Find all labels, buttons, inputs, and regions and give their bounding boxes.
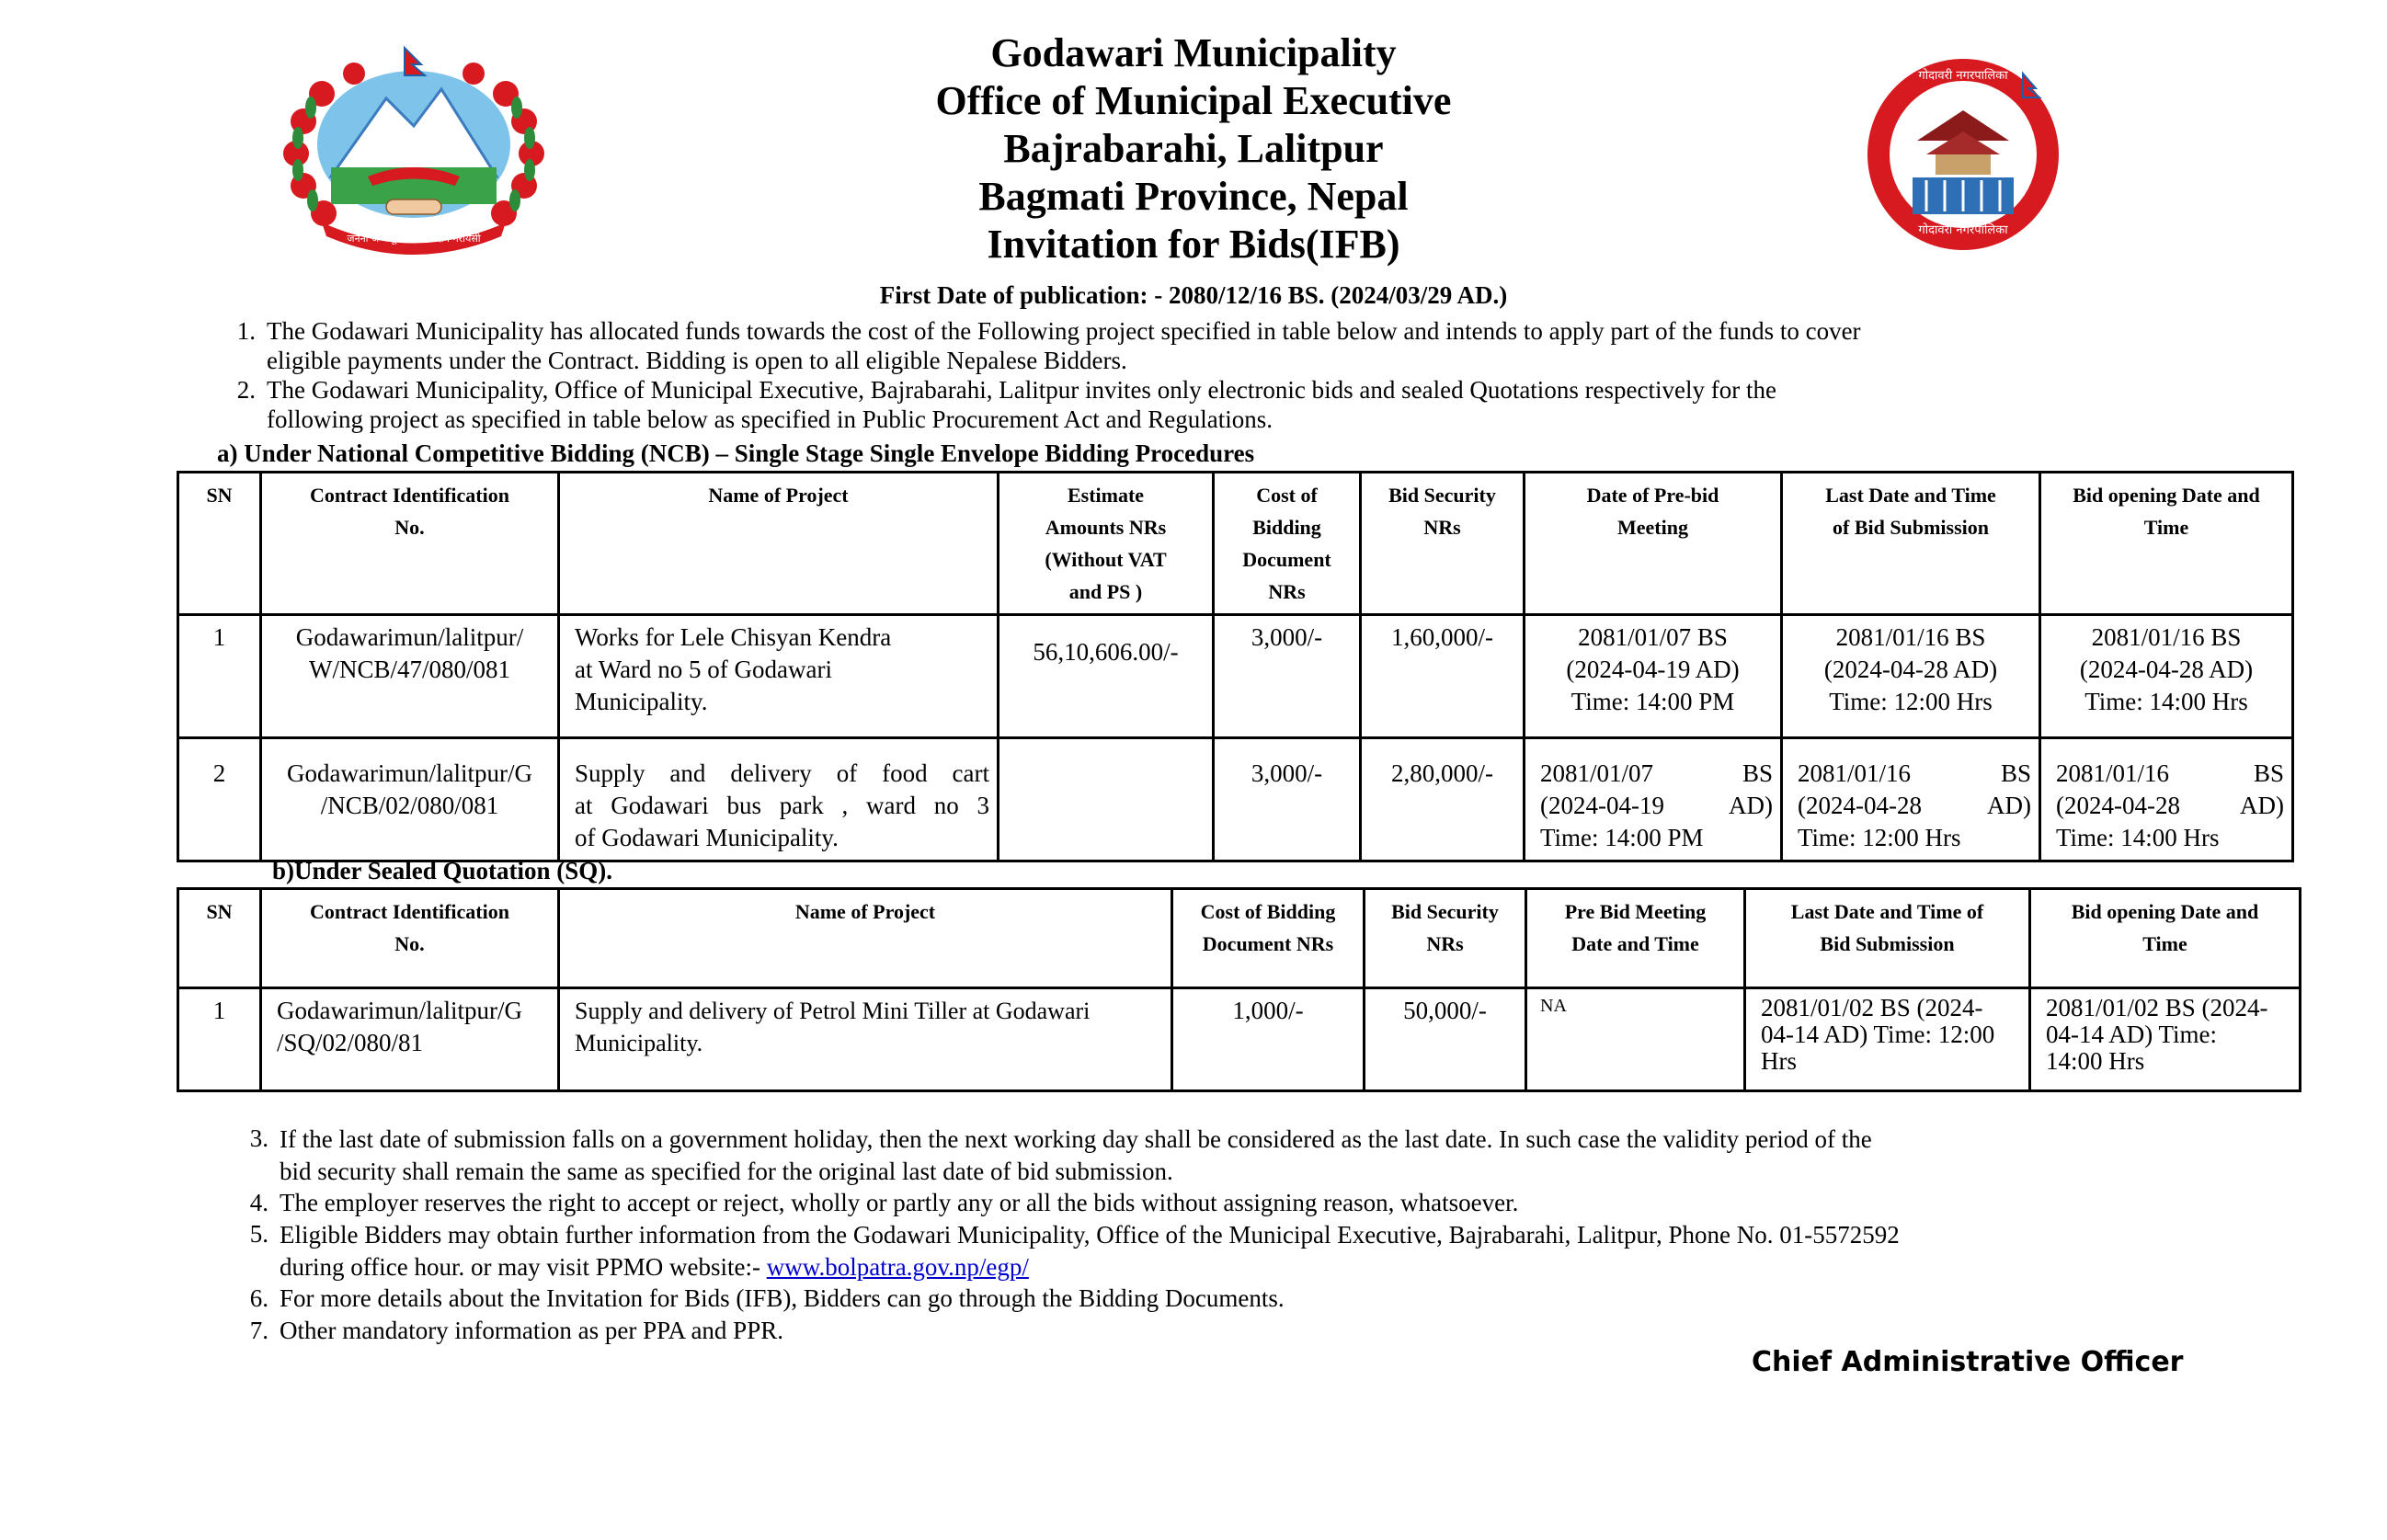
office-address: Bajrabarahi, Lalitpur <box>1003 126 1384 171</box>
item-number: 7. <box>249 1317 268 1344</box>
item-line: If the last date of submission falls on a government holiday, then the next working day shall be considered as the last date. In such case the validity period of the <box>280 1125 1872 1153</box>
sn-cell: 1 <box>178 988 261 1091</box>
item-line: The Godawari Municipality has allocated funds towards the cost of the Following project specified in table below and intends to apply part of the funds to cover <box>267 317 1861 345</box>
note-item-3 <box>223 1124 2337 1188</box>
opening-date-cell: 2081/01/16 BS (2024-04-28 AD) Time: 14:00 Hrs <box>2040 738 2293 861</box>
estimate-cell <box>999 738 1214 861</box>
opening-date-cell: 2081/01/16 BS (2024-04-28 AD) Time: 14:00 Hrs <box>2040 615 2293 738</box>
column-header-contract-id: Contract Identification No. <box>261 889 559 988</box>
item-line: eligible payments under the Contract. Bidding is open to all eligible Nepalese Bidders. <box>267 347 1127 374</box>
last-date-cell: 2081/01/16 BS (2024-04-28 AD) Time: 12:00 Hrs <box>1782 738 2040 861</box>
column-header-bid-security: Bid Security NRs <box>1365 889 1526 988</box>
column-header-document-cost: Cost of Bidding Document NRs <box>1172 889 1365 988</box>
item-line: bid security shall remain the same as specified for the original last date of bid submission. <box>280 1158 1173 1185</box>
column-header-project: Name of Project <box>559 473 999 615</box>
document-header <box>0 29 2387 268</box>
note-item-6 <box>223 1283 2337 1316</box>
item-line: The employer reserves the right to accept or reject, wholly or partly any or all the bids without assigning reason, whatsoever. <box>280 1189 1519 1216</box>
bid-security-cell: 2,80,000/- <box>1361 738 1525 861</box>
table-header-row <box>178 473 2293 615</box>
ncb-bid-table <box>177 471 2294 862</box>
opening-date-cell: 2081/01/02 BS (2024- 04-14 AD) Time: 14:00 Hrs <box>2030 988 2301 1091</box>
item-number: 6. <box>249 1284 268 1312</box>
item-number: 4. <box>249 1189 268 1216</box>
item-line: during office hour. or may visit PPMO website:- www.bolpatra.gov.np/egp/ <box>280 1253 1029 1281</box>
column-header-prebid-meeting: Date of Pre-bid Meeting <box>1525 473 1782 615</box>
contract-id-cell: Godawarimun/lalitpur/ W/NCB/47/080/081 <box>261 615 559 738</box>
column-header-sn: SN <box>178 473 261 615</box>
document-title: Invitation for Bids(IFB) <box>987 222 1400 267</box>
emblem-motto: जननी जन्मभूमिश्च स्वर्गादपि गरीयसी <box>347 233 481 245</box>
item-number: 1. <box>236 317 256 345</box>
note-item-4 <box>223 1188 2337 1220</box>
item-line: The Godawari Municipality, Office of Municipal Executive, Bajrabarahi, Lalitpur invites only electronic bids and sealed Quotations respectively for the <box>267 376 1776 404</box>
project-name-cell: Works for Lele Chisyan Kendra at Ward no 5 of Godawari Municipality. <box>559 615 999 738</box>
table-row <box>178 988 2301 1091</box>
column-header-prebid-meeting: Pre Bid Meeting Date and Time <box>1526 889 1745 988</box>
document-cost-cell: 3,000/- <box>1214 738 1361 861</box>
bid-security-cell: 50,000/- <box>1365 988 1526 1091</box>
column-header-opening-date: Bid opening Date and Time <box>2040 473 2293 615</box>
item-number: 2. <box>236 376 256 404</box>
document-cost-cell: 1,000/- <box>1172 988 1365 1091</box>
column-header-project: Name of Project <box>559 889 1172 988</box>
office-name: Office of Municipal Executive <box>935 78 1452 123</box>
item-number: 5. <box>249 1220 268 1248</box>
estimate-cell: 56,10,606.00/- <box>999 615 1214 738</box>
document-cost-cell: 3,000/- <box>1214 615 1361 738</box>
column-header-sn: SN <box>178 889 261 988</box>
note-item-5 <box>223 1219 2337 1283</box>
column-header-bid-security: Bid Security NRs <box>1361 473 1525 615</box>
table-row <box>178 738 2293 861</box>
prebid-date-cell: NA <box>1526 988 1745 1091</box>
sn-cell: 2 <box>178 738 261 861</box>
table-row <box>178 615 2293 738</box>
sn-cell: 1 <box>178 615 261 738</box>
item-number: 3. <box>249 1124 268 1152</box>
item-line: For more details about the Invitation for Bids (IFB), Bidders can go through the Bidding Documents. <box>280 1284 1285 1312</box>
last-date-cell: 2081/01/16 BS (2024-04-28 AD) Time: 12:00 Hrs <box>1782 615 2040 738</box>
sq-quotation-table <box>177 887 2301 1092</box>
prebid-date-cell: 2081/01/07 BS (2024-04-19 AD) Time: 14:00 PM <box>1525 615 1782 738</box>
contract-id-cell: Godawarimun/lalitpur/G /NCB/02/080/081 <box>261 738 559 861</box>
ppmo-website-link[interactable]: www.bolpatra.gov.np/egp/ <box>766 1253 1029 1281</box>
province-country: Bagmati Province, Nepal <box>978 174 1409 219</box>
last-date-cell: 2081/01/02 BS (2024- 04-14 AD) Time: 12:00 Hrs <box>1745 988 2030 1091</box>
item-line: Eligible Bidders may obtain further information from the Godawari Municipality, Office of the Municipal Executive, Bajrabarahi, Lalitpur, Phone No. 01-5572592 <box>280 1221 1900 1249</box>
bid-security-cell: 1,60,000/- <box>1361 615 1525 738</box>
column-header-contract-id: Contract Identification No. <box>261 473 559 615</box>
municipality-name: Godawari Municipality <box>990 30 1397 75</box>
intro-item-2 <box>210 375 2324 434</box>
ncb-section-heading: a) Under National Competitive Bidding (NCB) – Single Stage Single Envelope Bidding Procedures <box>217 439 1255 467</box>
contract-id-cell: Godawarimun/lalitpur/G /SQ/02/080/81 <box>261 988 559 1091</box>
prebid-date-cell: 2081/01/07 BS (2024-04-19 AD) Time: 14:00 PM <box>1525 738 1782 861</box>
project-name-cell: Supply and delivery of food cart at Godawari bus park , ward no 3 of Godawari Municipality. <box>559 738 999 861</box>
column-header-last-date: Last Date and Time of Bid Submission <box>1745 889 2030 988</box>
project-name-cell: Supply and delivery of Petrol Mini Tiller at Godawari Municipality. <box>559 988 1172 1091</box>
column-header-last-date: Last Date and Time of Bid Submission <box>1782 473 2040 615</box>
intro-item-1 <box>210 316 2324 375</box>
logo-top-text: गोदावरी नगरपालिका <box>1918 69 2008 83</box>
note-item-7 <box>223 1316 2337 1348</box>
column-header-opening-date: Bid opening Date and Time <box>2030 889 2301 988</box>
table-header-row <box>178 889 2301 988</box>
sq-section-heading: b)Under Sealed Quotation (SQ). <box>272 857 613 884</box>
signatory-title: Chief Administrative Officer <box>1752 1346 2184 1378</box>
item-line: Other mandatory information as per PPA and PPR. <box>280 1317 783 1344</box>
column-header-document-cost: Cost of Bidding Document NRs <box>1214 473 1361 615</box>
column-header-estimate: Estimate Amounts NRs (Without VAT and PS ) <box>999 473 1214 615</box>
publication-date: First Date of publication: - 2080/12/16 BS. (2024/03/29 AD.) <box>879 281 1508 309</box>
item-line: following project as specified in table below as specified in Public Procurement Act and Regulations. <box>267 405 1273 433</box>
logo-bottom-text: गोदावरी नगरपालिका <box>1918 223 2008 237</box>
